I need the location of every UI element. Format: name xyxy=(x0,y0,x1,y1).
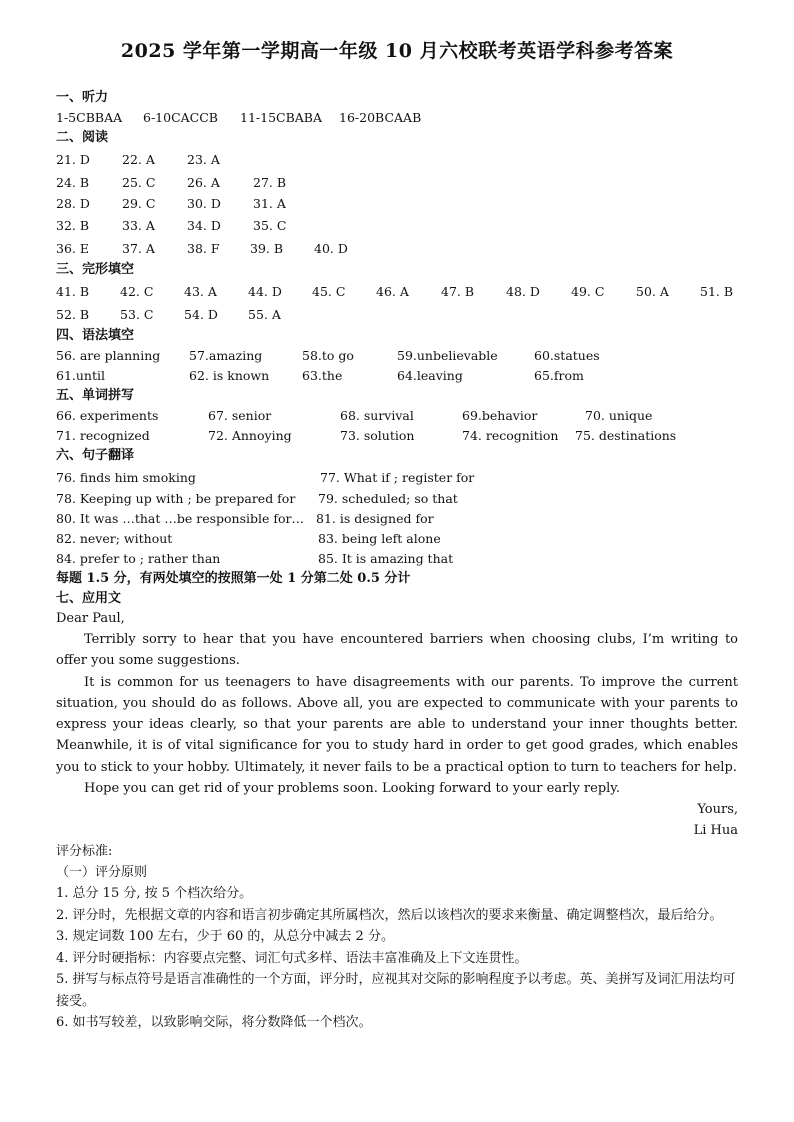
answer-item: 49. C xyxy=(571,284,605,299)
answer-item: 67. senior xyxy=(208,408,272,423)
answer-item: 28. D xyxy=(56,196,90,211)
criteria-subheading: （一）评分原则 xyxy=(56,865,148,881)
listening-group: 1-5CBBAA xyxy=(56,110,123,125)
document-title: 2025 学年第一学期高一年级 10 月六校联考英语学科参考答案 xyxy=(120,40,674,62)
translation-heading: 六、句子翻译 xyxy=(56,448,135,463)
grammar-heading: 四、语法填空 xyxy=(56,328,135,343)
listening-group: 11-15CBABA xyxy=(240,110,323,125)
answer-item: 23. A xyxy=(187,152,220,167)
criteria-rule: 6. 如书写较差，以致影响交际，将分数降低一个档次。 xyxy=(56,1015,372,1031)
answer-item: 69.behavior xyxy=(462,408,538,423)
answer-item: 85. It is amazing that xyxy=(318,551,454,566)
answer-item: 54. D xyxy=(184,307,218,322)
reading-row xyxy=(56,237,738,260)
letter-paragraph: Terribly sorry to hear that you have encountered barriers when choosing clubs, I’m writing to offer you some suggestions. xyxy=(56,632,738,669)
criteria-heading: 评分标准: xyxy=(56,844,113,860)
answer-item: 50. A xyxy=(636,284,669,299)
answer-item: 60.statues xyxy=(534,348,600,363)
answer-item: 38. F xyxy=(187,241,220,256)
cloze-heading: 三、完形填空 xyxy=(56,262,135,277)
reading-row xyxy=(56,194,738,214)
answer-item: 59.unbelievable xyxy=(397,348,498,363)
answer-item: 84. prefer to ; rather than xyxy=(56,551,221,566)
answer-item: 44. D xyxy=(248,284,282,299)
answer-item: 76. finds him smoking xyxy=(56,470,196,485)
answer-item: 53. C xyxy=(120,307,154,322)
listening-heading: 一、听力 xyxy=(56,90,109,105)
criteria-rule: 4. 评分时硬指标：内容要点完整、词汇句式多样、语法丰富准确及上下文连贯性。 xyxy=(56,950,528,966)
cloze-row xyxy=(56,280,738,303)
cloze-row xyxy=(56,303,738,326)
criteria-rule: 1. 总分 15 分, 按 5 个档次给分。 xyxy=(56,886,253,902)
criteria-rule: 2. 评分时，先根据文章的内容和语言初步确定其所属档次，然后以该档次的要求来衡量、确定调整档次，最后给分。 xyxy=(56,907,723,923)
answer-item: 35. C xyxy=(253,218,287,233)
answer-key xyxy=(56,88,738,1034)
answer-item: 72. Annoying xyxy=(208,428,292,443)
translation-row xyxy=(56,489,738,509)
reading-row xyxy=(56,214,738,237)
answer-item: 61.until xyxy=(56,368,105,383)
writing-heading: 七、应用文 xyxy=(56,591,122,606)
answer-item: 77. What if ; register for xyxy=(320,470,475,485)
translation-row xyxy=(56,529,738,549)
spelling-heading: 五、单词拼写 xyxy=(56,388,135,403)
answer-item: 22. A xyxy=(122,152,155,167)
answer-item: 30. D xyxy=(187,196,221,211)
translation-row xyxy=(56,509,738,529)
answer-item: 75. destinations xyxy=(575,428,677,443)
answer-item: 62. is known xyxy=(189,368,270,383)
spelling-row xyxy=(56,406,738,426)
answer-item: 74. recognition xyxy=(462,428,559,443)
letter-salutation: Dear Paul, xyxy=(56,611,125,626)
answer-item: 21. D xyxy=(56,152,90,167)
answer-item: 40. D xyxy=(314,241,348,256)
listening-answers xyxy=(56,108,738,128)
answer-item: 52. B xyxy=(56,307,90,322)
answer-item: 66. experiments xyxy=(56,408,159,423)
answer-item: 58.to go xyxy=(302,348,354,363)
letter-closing: Yours, xyxy=(697,802,738,818)
answer-item: 48. D xyxy=(506,284,540,299)
answer-item: 33. A xyxy=(122,218,155,233)
scoring-note: 每题 1.5 分，有两处填空的按照第一处 1 分第二处 0.5 分计 xyxy=(56,571,411,586)
answer-item: 41. B xyxy=(56,284,90,299)
answer-item: 64.leaving xyxy=(397,368,463,383)
answer-item: 45. C xyxy=(312,284,346,299)
answer-item: 39. B xyxy=(250,241,284,256)
answer-item: 83. being left alone xyxy=(318,531,441,546)
reading-row xyxy=(56,171,738,194)
answer-item: 34. D xyxy=(187,218,221,233)
answer-item: 32. B xyxy=(56,218,90,233)
criteria-rule: 3. 规定词数 100 左右，少于 60 的，从总分中减去 2 分。 xyxy=(56,929,394,945)
letter-paragraph: It is common for us teenagers to have disagreements with our parents. To improve the current situation, you should do as follows. Above all, you are expected to communicate with your parents to express your ideas clearly, so that your parents are able to understand your inner thoughts better. Meanwhile, it is of vital significance for you to study hard in order to get good grades, which enables you to stick to your hobby. Ultimately, it never fails to be a practical option to turn to teachers for help. xyxy=(56,674,738,775)
reading-heading: 二、阅读 xyxy=(56,130,109,145)
answer-item: 51. B xyxy=(700,284,734,299)
answer-item: 81. is designed for xyxy=(316,511,434,526)
answer-item: 71. recognized xyxy=(56,428,150,443)
criteria-rule: 5. 拼写与标点符号是语言准确性的一个方面，评分时，应视其对交际的影响程度予以考虑。英、美拼写及词汇用法均可接受。 xyxy=(56,972,736,1009)
answer-item: 31. A xyxy=(253,196,286,211)
answer-item: 37. A xyxy=(122,241,155,256)
answer-item: 73. solution xyxy=(340,428,415,443)
answer-item: 25. C xyxy=(122,175,156,190)
answer-item: 26. A xyxy=(187,175,220,190)
answer-item: 63.the xyxy=(302,368,343,383)
answer-item: 27. B xyxy=(253,175,287,190)
answer-item: 43. A xyxy=(184,284,217,299)
answer-item: 55. A xyxy=(248,307,281,322)
answer-item: 46. A xyxy=(376,284,409,299)
letter-signature: Li Hua xyxy=(693,823,738,839)
answer-item: 47. B xyxy=(441,284,475,299)
answer-item: 82. never; without xyxy=(56,531,173,546)
grammar-row xyxy=(56,366,738,386)
translation-row xyxy=(56,466,738,489)
answer-item: 70. unique xyxy=(585,408,653,423)
listening-group: 6-10CACCB xyxy=(143,110,218,125)
answer-item: 42. C xyxy=(120,284,154,299)
answer-item: 56. are planning xyxy=(56,348,161,363)
answer-item: 36. E xyxy=(56,241,89,256)
listening-group: 16-20BCAAB xyxy=(339,110,422,125)
answer-item: 80. It was …that …be responsible for… xyxy=(56,511,304,526)
answer-item: 78. Keeping up with ; be prepared for xyxy=(56,491,296,506)
grammar-row xyxy=(56,346,738,366)
answer-item: 79. scheduled; so that xyxy=(318,491,458,506)
answer-item: 24. B xyxy=(56,175,90,190)
translation-row xyxy=(56,549,738,569)
answer-item: 65.from xyxy=(534,368,584,383)
reading-row xyxy=(56,148,738,171)
answer-item: 68. survival xyxy=(340,408,414,423)
answer-item: 29. C xyxy=(122,196,156,211)
answer-item: 57.amazing xyxy=(189,348,263,363)
spelling-row xyxy=(56,426,738,446)
letter-paragraph: Hope you can get rid of your problems soon. Looking forward to your early reply. xyxy=(84,781,621,797)
